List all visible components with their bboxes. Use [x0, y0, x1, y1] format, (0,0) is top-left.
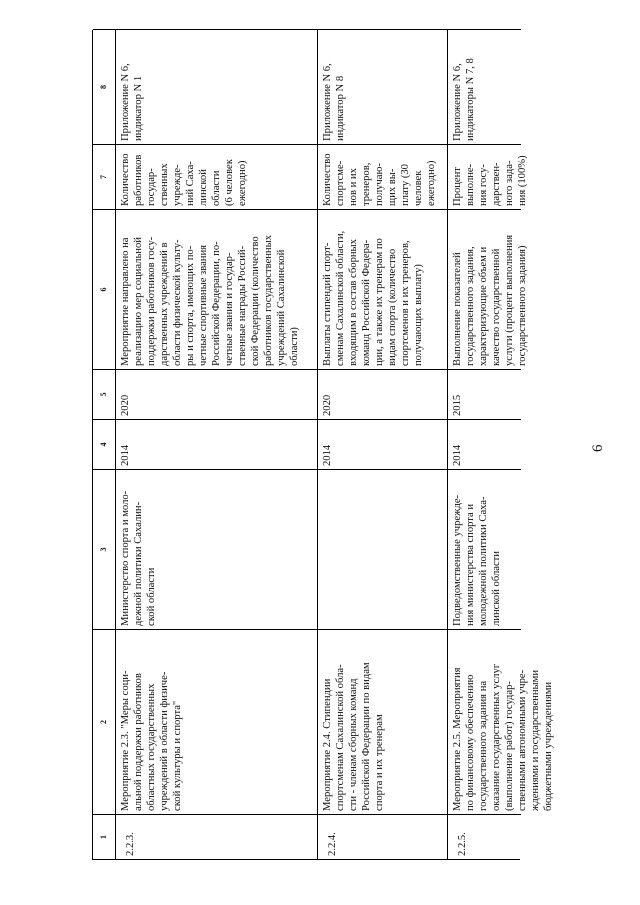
header-cell-7: 7 [93, 144, 116, 209]
row-number-2-2-5: 2.2.5. [448, 814, 521, 859]
appendix-ref-cell: Приложение N 6, индикатор N 8 [318, 29, 448, 144]
header-cell-5: 5 [93, 369, 116, 419]
expected-result-cell: Выплаты стипендий спорт- сменам Сахалинской области, входящим в состав сборных команд Российской Федера- ции, а также их тренерам по видам спорта (количество спортсменов и их тренеров, получающих выплату) [318, 209, 448, 369]
header-cell-2: 2 [93, 629, 116, 814]
header-cell-6: 6 [93, 209, 116, 369]
end-year-cell: 2015 [448, 369, 521, 419]
executor-cell: Министерство спорта и моло- дежной политики Сахалин- ской области [116, 469, 318, 629]
end-year-cell: 2020 [116, 369, 318, 419]
expected-result-cell: Мероприятие направлено на реализацию мер социальной поддержки работников госу- дарственных учреждений в области физической культу- ры и спорта, имеющих по- четные спортивные звания Российской Федерации, по- четные звания и государ- ственные награды Россий- ской Федерации (количество работников государственных учреждений Сахалинской области) [116, 209, 318, 369]
indicator-cell: Процент выполне- ния госу- дарствен- ного зада- ния (100%) [448, 144, 521, 209]
row-number-2-2-3: 2.2.3. [116, 814, 318, 859]
indicator-cell: Количество работников государ- ственных учрежде- ний Саха- линской области (6 человек ежегодно) [116, 144, 318, 209]
executor-cell: Подведомственные учрежде- ния министерства спорта и молодежной политики Саха- линской области [448, 469, 521, 629]
header-cell-1: 1 [93, 814, 116, 859]
activity-name-cell: Мероприятие 2.4. Стипендии спортсменам Сахалинской обла- сти - членам сборных команд Российской Федерации по видам спорта и их тренерам [318, 629, 448, 814]
end-year-cell: 2020 [318, 369, 448, 419]
table-grid [92, 30, 554, 860]
appendix-ref-cell: Приложение N 6, индикатор N 1 [116, 29, 318, 144]
start-year-cell: 2014 [448, 419, 521, 469]
start-year-cell: 2014 [318, 419, 448, 469]
page-number: 6 [590, 444, 606, 452]
activity-name-cell: Мероприятие 2.3. "Меры соци- альной поддержки работников областных государственных учреждений в области физиче- ской культуры и спорта" [116, 629, 318, 814]
document-table [92, 30, 554, 860]
start-year-cell: 2014 [116, 419, 318, 469]
header-cell-3: 3 [93, 469, 116, 629]
header-cell-4: 4 [93, 419, 116, 469]
row-number-2-2-4: 2.2.4. [318, 814, 448, 859]
header-cell-8: 8 [93, 29, 116, 144]
executor-cell [318, 469, 448, 629]
activity-name-cell: Мероприятие 2.5. Мероприятия по финансовому обеспечению государственного задания на оказание государственных услуг (выполнение работ) государ- ственными автономными учре- ждениями и государственными бюджетными учреждениями [448, 629, 521, 814]
expected-result-cell: Выполнение показателей государственного задания, характеризующие объем и качество государственной услуги (процент выполнения государственного задания) [448, 209, 521, 369]
indicator-cell: Количество спортсме- нов и их тренеров, получаю- щих вы- плату (30 человек ежегодно) [318, 144, 448, 209]
appendix-ref-cell: Приложение N 6, индикаторы N 7, 8 [448, 29, 521, 144]
